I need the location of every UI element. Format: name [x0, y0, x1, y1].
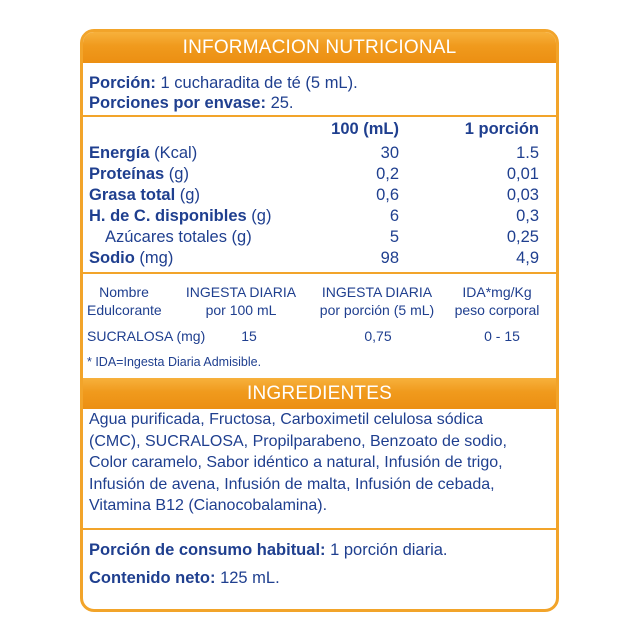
- value-portion-sodium: 4,9: [516, 249, 539, 267]
- value-portion-protein: 0,01: [506, 165, 539, 183]
- row-label-carbs: H. de C. disponibles (g): [89, 207, 272, 225]
- per-pack-line: [89, 93, 294, 113]
- divider: [83, 115, 556, 117]
- ida-footnote: * IDA=Ingesta Diaria Admisible.: [87, 355, 262, 369]
- column-header-portion: 1 porción: [464, 120, 539, 138]
- nutrition-header: INFORMACION NUTRICIONAL: [83, 32, 556, 63]
- value-100-protein: 0,2: [376, 165, 399, 183]
- nutrition-label: [80, 29, 559, 612]
- sweetener-row-ida: 0 - 15: [484, 328, 520, 344]
- row-label-fat: Grasa total (g): [89, 186, 200, 204]
- ingredients-text: Agua purificada, Fructosa, Carboximetil celulosa sódica (CMC), SUCRALOSA, Propilparabeno, Benzoato de sodio, Color caramelo, Sabor idéntico a natural, Infusión de trigo, Infusión de avena, Infusión de malta, Infusión de cebada, Vitamina B12 (Cianocobalamina).: [89, 411, 507, 514]
- divider: [83, 528, 556, 530]
- value-portion-fat: 0,03: [506, 186, 539, 204]
- row-label-protein: Proteínas (g): [89, 165, 189, 183]
- value-portion-energy: 1.5: [516, 144, 539, 162]
- ingredients-header: INGREDIENTES: [83, 378, 556, 409]
- per-pack-value: 25.: [265, 94, 294, 112]
- row-label-sugars: Azúcares totales (g): [105, 228, 252, 246]
- net-content-line: Contenido neto: 125 mL.: [89, 569, 280, 587]
- per-pack-label: Porciones por envase:: [89, 94, 266, 112]
- portion-line: [89, 73, 358, 93]
- value-portion-carbs: 0,3: [516, 207, 539, 225]
- sweetener-header-name: Nombre Edulcorante: [87, 284, 162, 318]
- portion-label: Porción:: [89, 74, 156, 92]
- sweetener-header-ida: IDA*mg/Kg peso corporal: [454, 284, 540, 318]
- portion-value: 1 cucharadita de té (5 mL).: [155, 74, 358, 92]
- row-label-energy: Energía (Kcal): [89, 144, 198, 162]
- sweetener-header-intake-100ml: INGESTA DIARIA por 100 mL: [185, 284, 297, 318]
- value-100-sugars: 5: [389, 228, 399, 246]
- sweetener-row-100ml: 15: [241, 328, 257, 344]
- column-header-100ml: 100 (mL): [331, 120, 399, 138]
- sweetener-row-portion: 0,75: [364, 328, 392, 344]
- value-100-sodium: 98: [380, 249, 399, 267]
- value-100-carbs: 6: [389, 207, 399, 225]
- divider: [83, 272, 556, 274]
- row-label-sodium: Sodio (mg): [89, 249, 174, 267]
- sweetener-row-name: SUCRALOSA (mg): [87, 328, 206, 344]
- sweetener-header-intake-portion: INGESTA DIARIA por porción (5 mL): [319, 284, 435, 318]
- value-portion-sugars: 0,25: [506, 228, 539, 246]
- value-100-fat: 0,6: [376, 186, 399, 204]
- habitual-portion-line: Porción de consumo habitual: 1 porción diaria.: [89, 541, 448, 559]
- value-100-energy: 30: [380, 144, 399, 162]
